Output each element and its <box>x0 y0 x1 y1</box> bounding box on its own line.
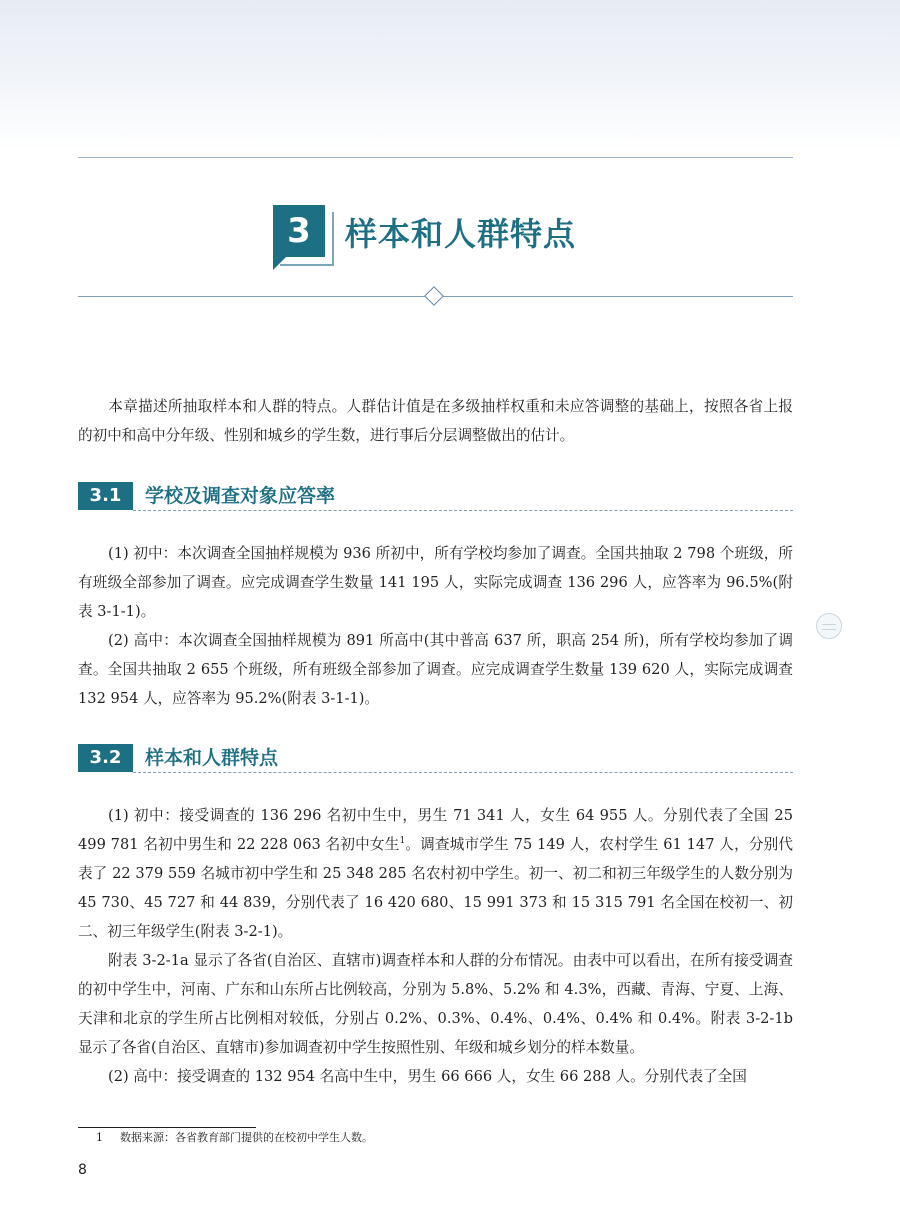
footnote-text: 数据来源：各省教育部门提供的在校初中学生人数。 <box>120 1131 373 1144</box>
footnote-rule <box>78 1127 256 1128</box>
section-1-paragraph: (2) 高中：本次调查全国抽样规模为 891 所高中(其中普高 637 所，职高 254 所)，所有学校均参加了调查。全国共抽取 2 655 个班级，所有班级全部参加了调查。应完成调查学生数量 139 620 人，实际完成调查 132 954 人，应答率为 95.2%(附表 3-1-1)。 <box>78 632 793 707</box>
chapter-badge-tail <box>273 256 287 270</box>
chapter-number: 3 <box>287 211 311 251</box>
intro-text: 本章描述所抽取样本和人群的特点。人群估计值是在多级抽样权重和未应答调整的基础上，按照各省上报的初中和高中分年级、性别和城乡的学生数，进行事后分层调整做出的估计。 <box>78 398 793 444</box>
page-number: 8 <box>78 1162 87 1178</box>
section-2-title: 样本和人群特点 <box>145 747 279 769</box>
chapter-title: 样本和人群特点 <box>345 215 577 253</box>
diamond-ornament-icon <box>424 286 444 306</box>
footnote-number: 1 <box>96 1131 103 1144</box>
section-1-title: 学校及调查对象应答率 <box>145 485 336 507</box>
section-2-paragraph: (2) 高中：接受调查的 132 954 名高中生中，男生 66 666 人，女生 66 288 人。分别代表了全国 <box>108 1068 747 1085</box>
section-2-number: 3.2 <box>78 744 133 772</box>
side-mark-icon <box>816 613 842 639</box>
top-rule <box>78 157 793 158</box>
section-2-paragraph: 附表 3-2-1a 显示了各省(自治区、直辖市)调查样本和人群的分布情况。由表中可以看出，在所有接受调查的初中学生中，河南、广东和山东所占比例较高，分别为 5.8%、5.2% 和 4.3%，西藏、青海、宁夏、上海、天津和北京的学生所占比例相对较低，分别占 0.2%、0.3%、0.4%、0.4%、0.4% 和 0.4%。附表 3-2-1b 显示了各省(自治区、直辖市)参加调查初中学生按照性别、年级和城乡划分的样本数量。 <box>78 952 793 1056</box>
section-1-rule <box>133 510 793 511</box>
header-band <box>0 0 900 150</box>
footnote <box>96 1130 373 1146</box>
intro-paragraph <box>78 392 793 450</box>
section-1-paragraph: (1) 初中：本次调查全国抽样规模为 936 所初中，所有学校均参加了调查。全国共抽取 2 798 个班级，所有班级全部参加了调查。应完成调查学生数量 141 195 人，实际完成调查 136 296 人，应答率为 96.5%(附表 3-1-1)。 <box>78 545 793 620</box>
footnote-ref[interactable]: 1 <box>399 836 406 847</box>
section-1-number: 3.1 <box>78 482 133 510</box>
section-2-rule <box>133 772 793 773</box>
section-2-paragraph: (1) 初中：接受调查的 136 296 名初中生中，男生 71 341 人，女生 64 955 人。分别代表了全国 25 499 781 名初中男生和 22 228 063 名初中女生$^1$。调查城市学生 75 149 人，农村学生 61 147 人，分别代表了 22 379 559 名城市初中学生和 25 348 285 名农村初中学生。初一、初二和初三年级学生的人数分别为 45 730、45 727 和 44 839，分别代表了 16 420 680、15 991 373 和 15 315 791 名全国在校初一、初二、初三年级学生(附表 3-2-1)。 <box>78 807 793 940</box>
